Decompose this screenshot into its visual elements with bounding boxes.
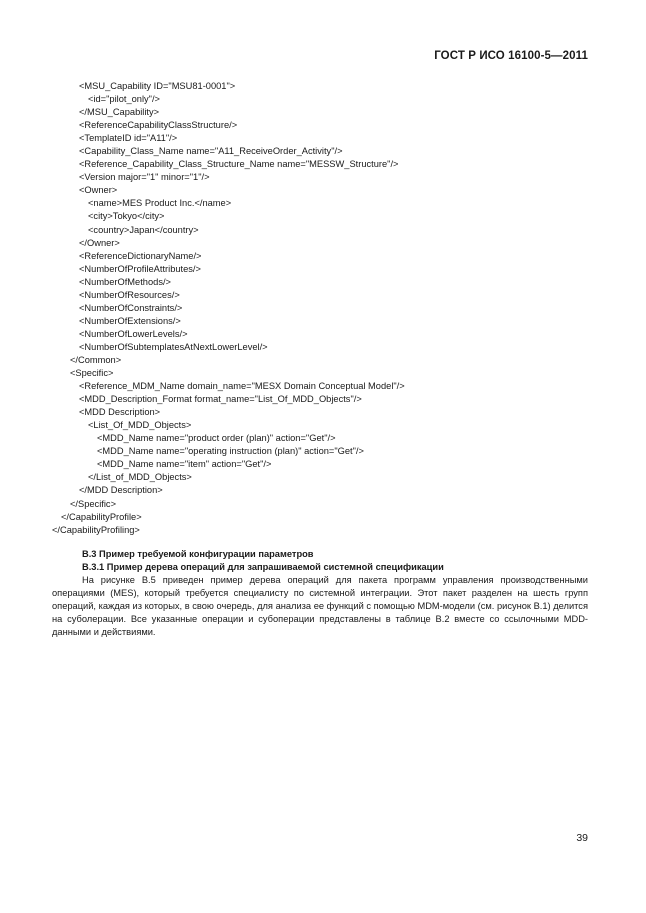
code-line: </Specific> — [70, 498, 116, 509]
code-line: </Common> — [70, 354, 122, 365]
code-line: <name>MES Product Inc.</name> — [88, 198, 232, 209]
code-line: <Reference_MDM_Name domain_name="MESX Domain Conceptual Model"/> — [79, 381, 405, 392]
section-heading: B.3 Пример требуемой конфигурации параметров — [82, 549, 314, 559]
code-line: <NumberOfExtensions/> — [79, 315, 181, 326]
code-line: <NumberOfSubtemplatesAtNextLowerLevel/> — [79, 341, 268, 352]
code-line: <id="pilot_only"/> — [88, 94, 160, 105]
body-paragraph: На рисунке B.5 приведен пример дерева операций для пакета программ управления производственными операциями (MES), который требуется специалисту по системной интеграции. Этот пакет разделен на шесть групп операций, каждая из которых, в свою очередь, для анализа ее функций с помощью MDM-модели (см. рисунок B.1) делится на суболерации. Все указанные операции и субоперации представлены в таблице B.2 вместе со ссылочными MDD-данными и действиями. — [52, 575, 588, 638]
code-line: <MDD Description> — [79, 407, 161, 418]
code-line: <ReferenceCapabilityClassStructure/> — [79, 120, 238, 131]
subsection-heading: B.3.1 Пример дерева операций для запрашиваемой системной спецификации — [82, 562, 444, 572]
xml-code-listing — [52, 80, 405, 537]
code-line: <MDD_Name name="product order (plan)" action="Get"/> — [97, 433, 336, 444]
code-line: <NumberOfMethods/> — [79, 276, 171, 287]
code-line: <NumberOfResources/> — [79, 289, 180, 300]
code-line: <MSU_Capability ID="MSU81-0001"> — [79, 81, 236, 91]
code-line: <MDD_Name name="item" action="Get"/> — [97, 459, 272, 470]
code-line: <List_Of_MDD_Objects> — [88, 420, 192, 431]
code-line: <NumberOfProfileAttributes/> — [79, 263, 201, 274]
code-line: <NumberOfLowerLevels/> — [79, 328, 188, 339]
code-line: <ReferenceDictionaryName/> — [79, 250, 202, 261]
code-line: <Reference_Capability_Class_Structure_Name name="MESSW_Structure"/> — [79, 159, 399, 170]
code-line: <country>Japan</country> — [88, 224, 199, 235]
code-line: <NumberOfConstraints/> — [79, 302, 183, 313]
code-line: <MDD_Name name="operating instruction (plan)" action="Get"/> — [97, 446, 364, 457]
code-line: <city>Tokyo</city> — [88, 211, 165, 222]
document-header: ГОСТ Р ИСО 16100-5—2011 — [434, 50, 588, 62]
code-line: </Owner> — [79, 237, 120, 248]
code-line: </MDD Description> — [79, 485, 163, 496]
code-line: </List_of_MDD_Objects> — [88, 472, 192, 483]
code-line: <MDD_Description_Format format_name="List_Of_MDD_Objects"/> — [79, 394, 362, 405]
code-line: <Owner> — [79, 185, 118, 196]
page-number: 39 — [576, 832, 588, 844]
code-line: <Capability_Class_Name name="A11_ReceiveOrder_Activity"/> — [79, 146, 343, 157]
code-line: <Version major="1" minor="1"/> — [79, 172, 210, 183]
code-line: </CapabilityProfile> — [61, 511, 142, 522]
code-line: <Specific> — [70, 368, 114, 379]
code-line: </MSU_Capability> — [79, 107, 160, 118]
code-line: <TemplateID id="A11"/> — [79, 133, 178, 144]
code-line: </CapabilityProfiling> — [52, 524, 140, 535]
